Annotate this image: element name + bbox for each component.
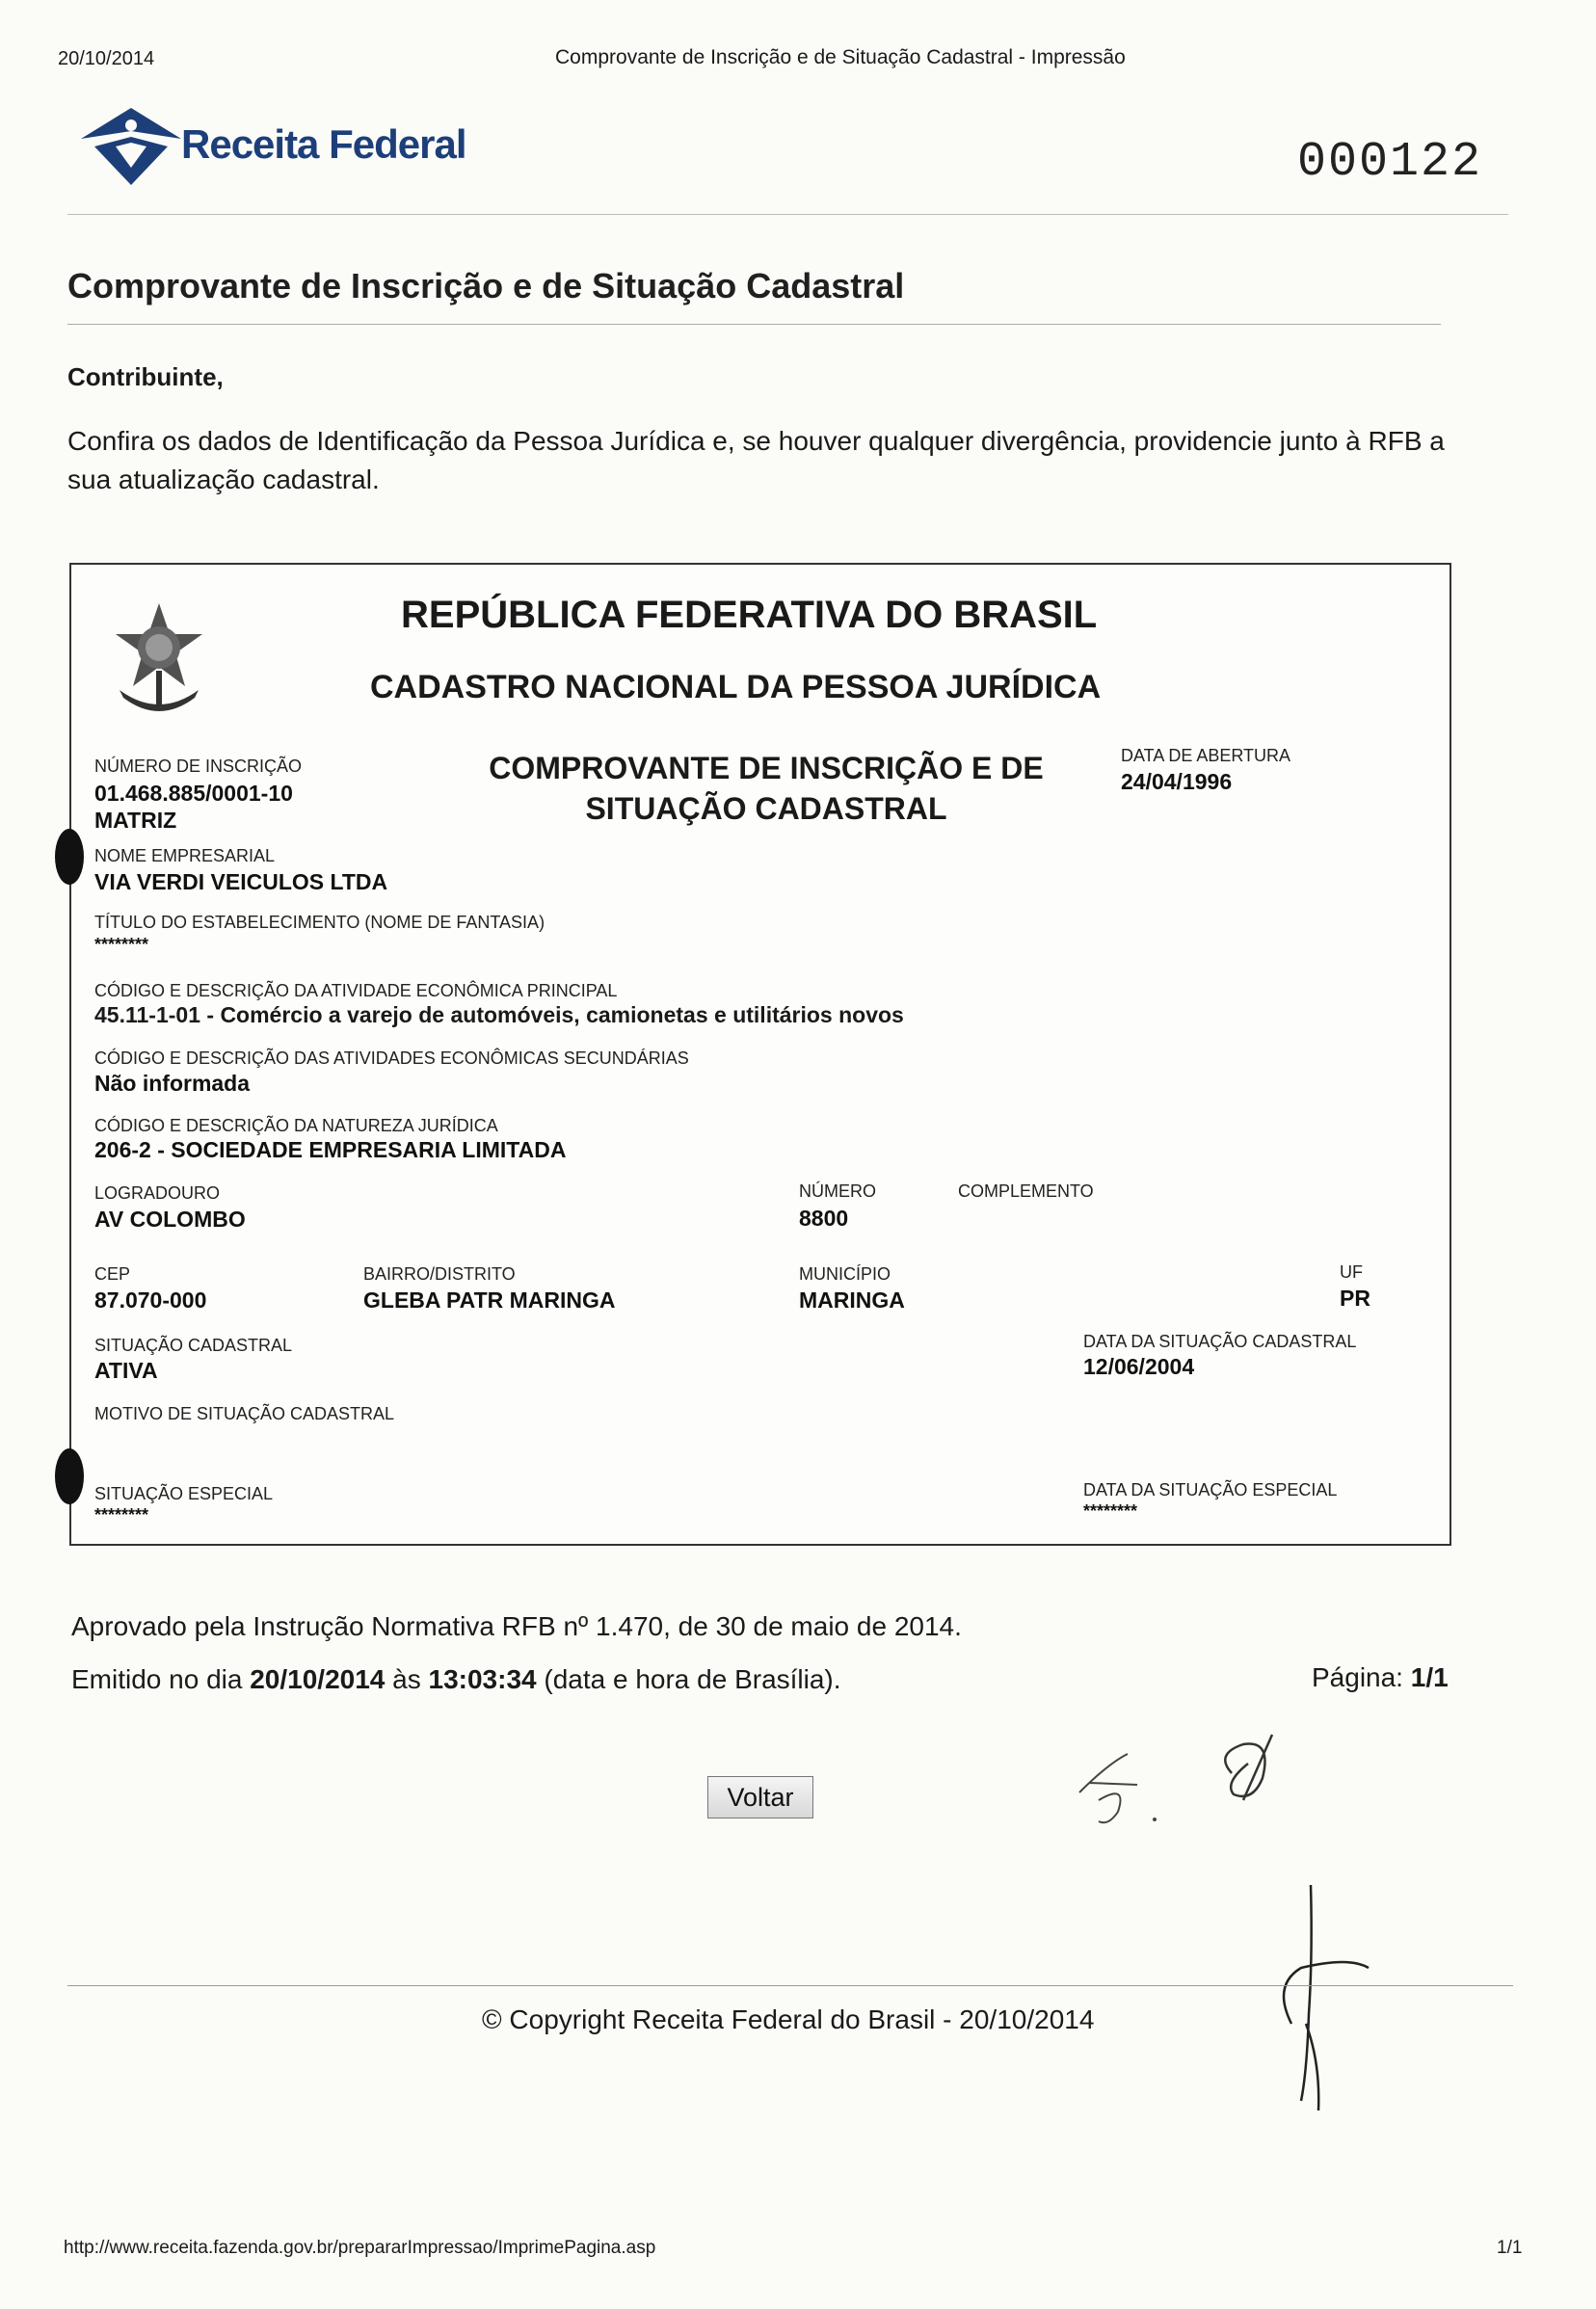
emission-text [71, 1664, 841, 1695]
atividade-principal-label: CÓDIGO E DESCRIÇÃO DA ATIVIDADE ECONÔMICA PRINCIPAL [94, 981, 618, 1000]
emit-mid: às [385, 1664, 429, 1694]
coat-of-arms-icon [106, 597, 212, 723]
intro-text: Confira os dados de Identificação da Pessoa Jurídica e, se houver qualquer divergência, providencie junto à RFB a sua atualização cadastral. [67, 426, 1445, 494]
emit-date: 20/10/2014 [250, 1664, 386, 1694]
situacao-especial: ******** [94, 1505, 149, 1525]
print-date: 20/10/2014 [58, 48, 155, 69]
municipio-label: MUNICÍPIO [799, 1264, 891, 1284]
document-title-line1: COMPROVANTE DE INSCRIÇÃO E DE [489, 751, 1044, 785]
greeting: Contribuinte, [67, 362, 224, 391]
natureza-label: CÓDIGO E DESCRIÇÃO DA NATUREZA JURÍDICA [94, 1116, 498, 1135]
divider [67, 214, 1508, 215]
atividade-principal [94, 1002, 904, 1028]
data-abertura-label: DATA DE ABERTURA [1121, 746, 1291, 765]
logradouro: AV COLOMBO [94, 1207, 246, 1232]
tipo-estabelecimento: MATRIZ [94, 808, 177, 833]
page-title: Comprovante de Inscrição e de Situação Cadastral [67, 266, 905, 305]
document-title-line2: SITUAÇÃO CADASTRAL [585, 791, 947, 826]
numero-inscricao-label: NÚMERO DE INSCRIÇÃO [94, 756, 303, 776]
motivo-label: MOTIVO DE SITUAÇÃO CADASTRAL [94, 1404, 395, 1423]
page-count: 1/1 [1497, 2238, 1523, 2258]
nome-empresarial: VIA VERDI VEICULOS LTDA [94, 869, 388, 894]
atividades-secundarias-label: CÓDIGO E DESCRIÇÃO DAS ATIVIDADES ECONÔMICAS SECUNDÁRIAS [94, 1048, 689, 1068]
receita-logo-icon [77, 100, 185, 189]
logo-text: Receita Federal [181, 121, 466, 167]
uf: PR [1340, 1286, 1370, 1311]
document-number: 000122 [1297, 135, 1483, 190]
print-title: Comprovante de Inscrição e de Situação Cadastral - Impressão [555, 46, 1126, 68]
divider [67, 324, 1441, 325]
page-value: 1/1 [1410, 1662, 1449, 1692]
situacao-especial-label: SITUAÇÃO ESPECIAL [94, 1484, 274, 1503]
situacao-label: SITUAÇÃO CADASTRAL [94, 1336, 293, 1355]
emit-prefix: Emitido no dia [71, 1664, 251, 1694]
separator: - [206, 1002, 221, 1027]
page-prefix: Página: [1312, 1662, 1411, 1692]
titulo-label: TÍTULO DO ESTABELECIMENTO (NOME DE FANTASIA) [94, 913, 545, 932]
page-indicator [1312, 1662, 1449, 1693]
natureza-juridica: 206-2 - SOCIEDADE EMPRESARIA LIMITADA [94, 1137, 567, 1162]
numero-inscricao: 01.468.885/0001-10 [94, 781, 293, 806]
page-url: http://www.receita.fazenda.gov.br/prepararImpressao/ImprimePagina.asp [64, 2238, 656, 2258]
numero-label: NÚMERO [799, 1181, 876, 1201]
emit-suffix: (data e hora de Brasília). [536, 1664, 841, 1694]
bairro: GLEBA PATR MARINGA [363, 1287, 616, 1313]
cep: 87.070-000 [94, 1287, 207, 1313]
data-situacao-especial-label: DATA DA SITUAÇÃO ESPECIAL [1083, 1480, 1338, 1500]
punch-hole [55, 1448, 84, 1504]
data-situacao-especial: ******** [1083, 1501, 1138, 1521]
footer-divider [67, 1985, 1513, 1986]
complemento-label: COMPLEMENTO [958, 1181, 1094, 1201]
municipio: MARINGA [799, 1287, 905, 1313]
certificate-subtitle: CADASTRO NACIONAL DA PESSOA JURÍDICA [370, 669, 1102, 705]
copyright: © Copyright Receita Federal do Brasil - 20/10/2014 [482, 2004, 1095, 2034]
data-situacao-label: DATA DA SITUAÇÃO CADASTRAL [1083, 1332, 1357, 1351]
atividade-principal-code: 45.11-1-01 [94, 1002, 200, 1027]
handwritten-initials-icon [1070, 1725, 1320, 1841]
cep-label: CEP [94, 1264, 131, 1284]
punch-hole [55, 829, 84, 885]
atividade-principal-desc: Comércio a varejo de automóveis, camionetas e utilitários novos [220, 1002, 904, 1027]
signature-icon [1263, 1879, 1397, 2120]
voltar-button[interactable]: Voltar [707, 1776, 813, 1818]
approval-text: Aprovado pela Instrução Normativa RFB nº 1.470, de 30 de maio de 2014. [71, 1611, 962, 1641]
data-abertura: 24/04/1996 [1121, 769, 1233, 794]
logradouro-label: LOGRADOURO [94, 1183, 221, 1203]
emit-time: 13:03:34 [428, 1664, 537, 1694]
titulo-value: ******** [94, 935, 149, 954]
situacao-cadastral: ATIVA [94, 1358, 158, 1383]
data-situacao: 12/06/2004 [1083, 1354, 1195, 1379]
certificate-title: REPÚBLICA FEDERATIVA DO BRASIL [401, 594, 1098, 636]
nome-empresarial-label: NOME EMPRESARIAL [94, 846, 276, 865]
uf-label: UF [1340, 1262, 1363, 1282]
atividades-secundarias: Não informada [94, 1071, 251, 1096]
bairro-label: BAIRRO/DISTRITO [363, 1264, 516, 1284]
numero: 8800 [799, 1206, 849, 1231]
document-title [482, 748, 1051, 829]
